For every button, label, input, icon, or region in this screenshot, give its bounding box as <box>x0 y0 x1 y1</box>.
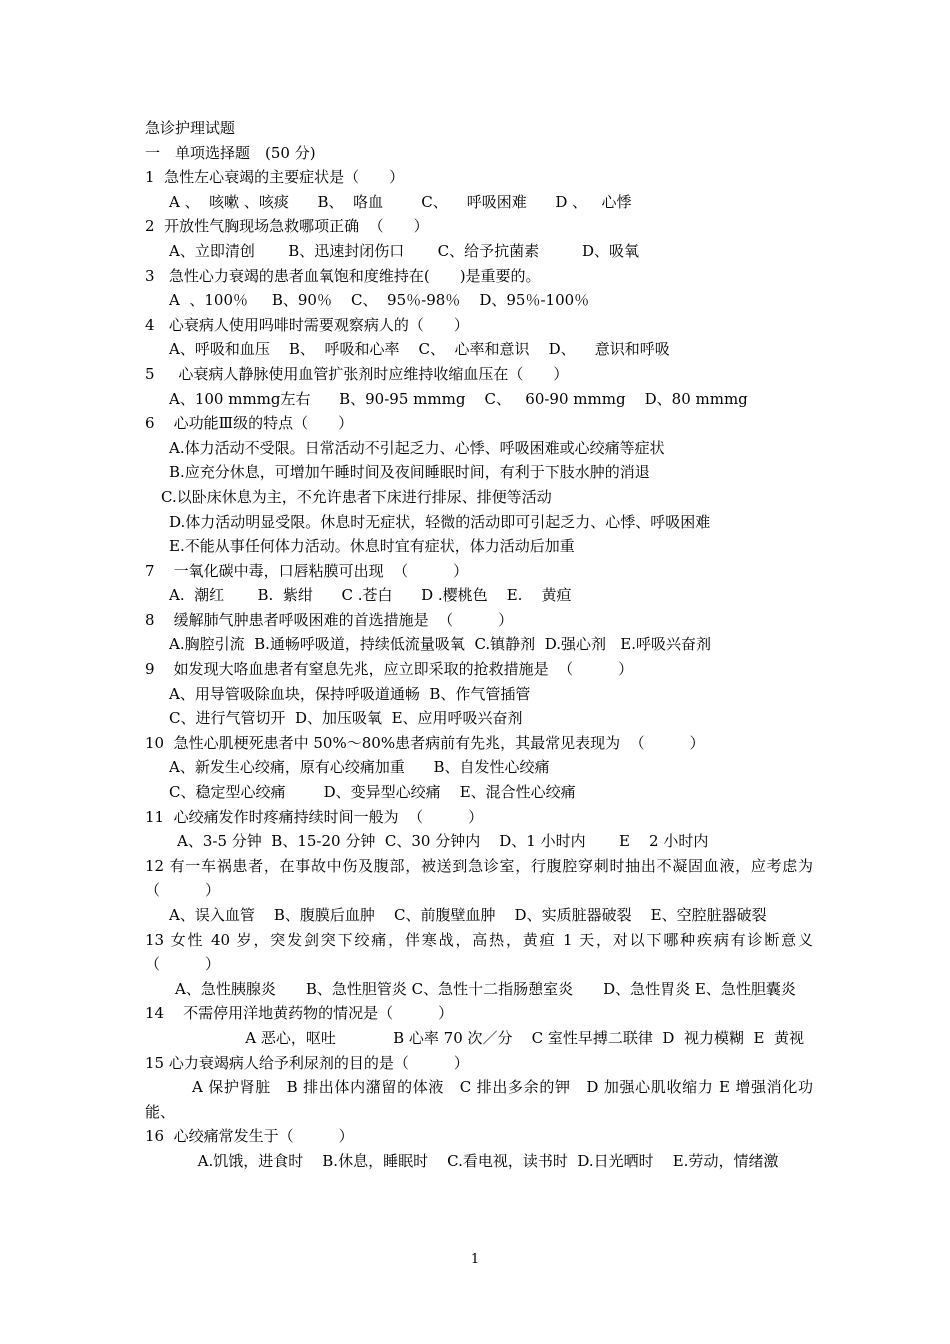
question-line: 10 急性心肌梗死患者中 50%～80%患者病前有先兆，其最常见表现为 （ ） <box>145 733 705 752</box>
option-line: C、稳定型心绞痛 D、变异型心绞痛 E、混合性心绞痛 <box>169 783 576 802</box>
option-line: A、用导管吸除血块，保持呼吸道通畅 B、作气管插管 <box>169 684 531 703</box>
question-line: 5 心衰病人静脉使用血管扩张剂时应维持收缩血压在（ ） <box>145 364 569 383</box>
option-line: C、进行气管切开 D、加压吸氧 E、应用呼吸兴奋剂 <box>169 709 523 728</box>
option-line: A 、 咳嗽 、咳痰 B、 咯血 C、 呼吸困难 D 、 心悸 <box>169 192 632 211</box>
question-line: 4 心衰病人使用吗啡时需要观察病人的（ ） <box>145 315 469 334</box>
option-line: A、立即清创 B、迅速封闭伤口 C、给予抗菌素 D、吸氧 <box>169 241 640 260</box>
option-line: A.胸腔引流 B.通畅呼吸道，持续低流量吸氧 C.镇静剂 D.强心剂 E.呼吸兴奋剂 <box>169 635 711 654</box>
option-line: A、呼吸和血压 B、 呼吸和心率 C、 心率和意识 D、 意识和呼吸 <box>169 340 670 359</box>
option-line: B.应充分休息，可增加午睡时间及夜间睡眠时间，有利于下肢水肿的消退 <box>169 463 650 482</box>
option-line: A.饥饿，进食时 B.休息，睡眠时 C.看电视，读书时 D.日光晒时 E.劳动，情绪激 <box>169 1151 779 1170</box>
question-line: 7 一氧化碳中毒，口唇粘膜可出现 （ ） <box>145 561 469 580</box>
document-title: 急诊护理试题 <box>145 119 236 137</box>
option-line: E.不能从事任何体力活动。休息时宜有症状，体力活动后加重 <box>169 537 575 556</box>
question-line: 16 心绞痛常发生于（ ） <box>145 1127 354 1146</box>
question-line: 3 急性心力衰竭的患者血氧饱和度维持在( )是重要的。 <box>145 266 541 285</box>
option-line: D.体力活动明显受限。休息时无症状，轻微的活动即可引起乏力、心悸、呼吸困难 <box>169 512 711 531</box>
question-line: 14 不需停用洋地黄药物的情况是（ ） <box>145 1004 454 1023</box>
document-body <box>145 116 813 1174</box>
question-line: 11 心绞痛发作时疼痛持续时间一般为 （ ） <box>145 807 484 826</box>
question-line: 6 心功能Ⅲ级的特点（ ） <box>145 414 354 433</box>
question-line: A、急性胰腺炎 B、急性胆管炎 C、急性十二指肠憩室炎 D、急性胃炎 E、急性胆囊炎 <box>145 979 796 998</box>
question-line: 13 女性 40 岁，突发剑突下绞痛，伴寒战，高热，黄疸 1 天，对以下哪种疾病有诊断意义 （ ） <box>145 930 813 974</box>
question-line: A 保护肾脏 B 排出体内潴留的体液 C 排出多余的钾 D 加强心肌收缩力 E 增强消化功能、 <box>145 1078 813 1121</box>
page-number: 1 <box>470 1252 480 1267</box>
question-line: 1 急性左心衰竭的主要症状是（ ） <box>145 168 405 187</box>
question-line: 2 开放性气胸现场急救哪项正确 （ ） <box>145 217 429 236</box>
question-line: 12 有一车祸患者，在事故中伤及腹部，被送到急诊室，行腹腔穿刺时抽出不凝固血液，应考虑为（ ） <box>145 856 813 900</box>
option-line: C.以卧床休息为主，不允许患者下床进行排尿、排便等活动 <box>161 487 552 506</box>
option-line: A、新发生心绞痛，原有心绞痛加重 B、自发性心绞痛 <box>169 758 550 777</box>
option-line: A、3-5 分钟 B、15-20 分钟 C、30 分钟内 D、1 小时内 E 2 小时内 <box>177 832 709 851</box>
question-line: 15 心力衰竭病人给予利尿剂的目的是（ ） <box>145 1053 469 1072</box>
option-line: A.体力活动不受限。日常活动不引起乏力、心悸、呼吸困难或心绞痛等症状 <box>169 438 665 457</box>
question-line: 9 如发现大咯血患者有窒息先兆，应立即采取的抢救措施是 （ ） <box>145 660 634 679</box>
option-line: A、100 mmmg左右 B、90-95 mmmg C、 60-90 mmmg D、80 mmmg <box>169 389 748 408</box>
option-line: A. 潮红 B. 紫绀 C .苍白 D .樱桃色 E. 黄疸 <box>169 586 572 605</box>
section-heading: 一 单项选择题 (50 分) <box>145 143 316 162</box>
question-line: 8 缓解肺气肿患者呼吸困难的首选措施是 （ ） <box>145 610 514 629</box>
option-line: A 、100％ B、90％ C、 95％-98％ D、95％-100％ <box>169 291 590 310</box>
option-line: A、误入血管 B、腹膜后血肿 C、前腹壁血肿 D、实质脏器破裂 E、空腔脏器破裂 <box>169 906 767 924</box>
question-list <box>145 165 813 1173</box>
option-line: A 恶心，呕吐 B 心率 70 次／分 C 室性早搏二联律 D 视力模糊 E 黄视 <box>169 1028 804 1047</box>
